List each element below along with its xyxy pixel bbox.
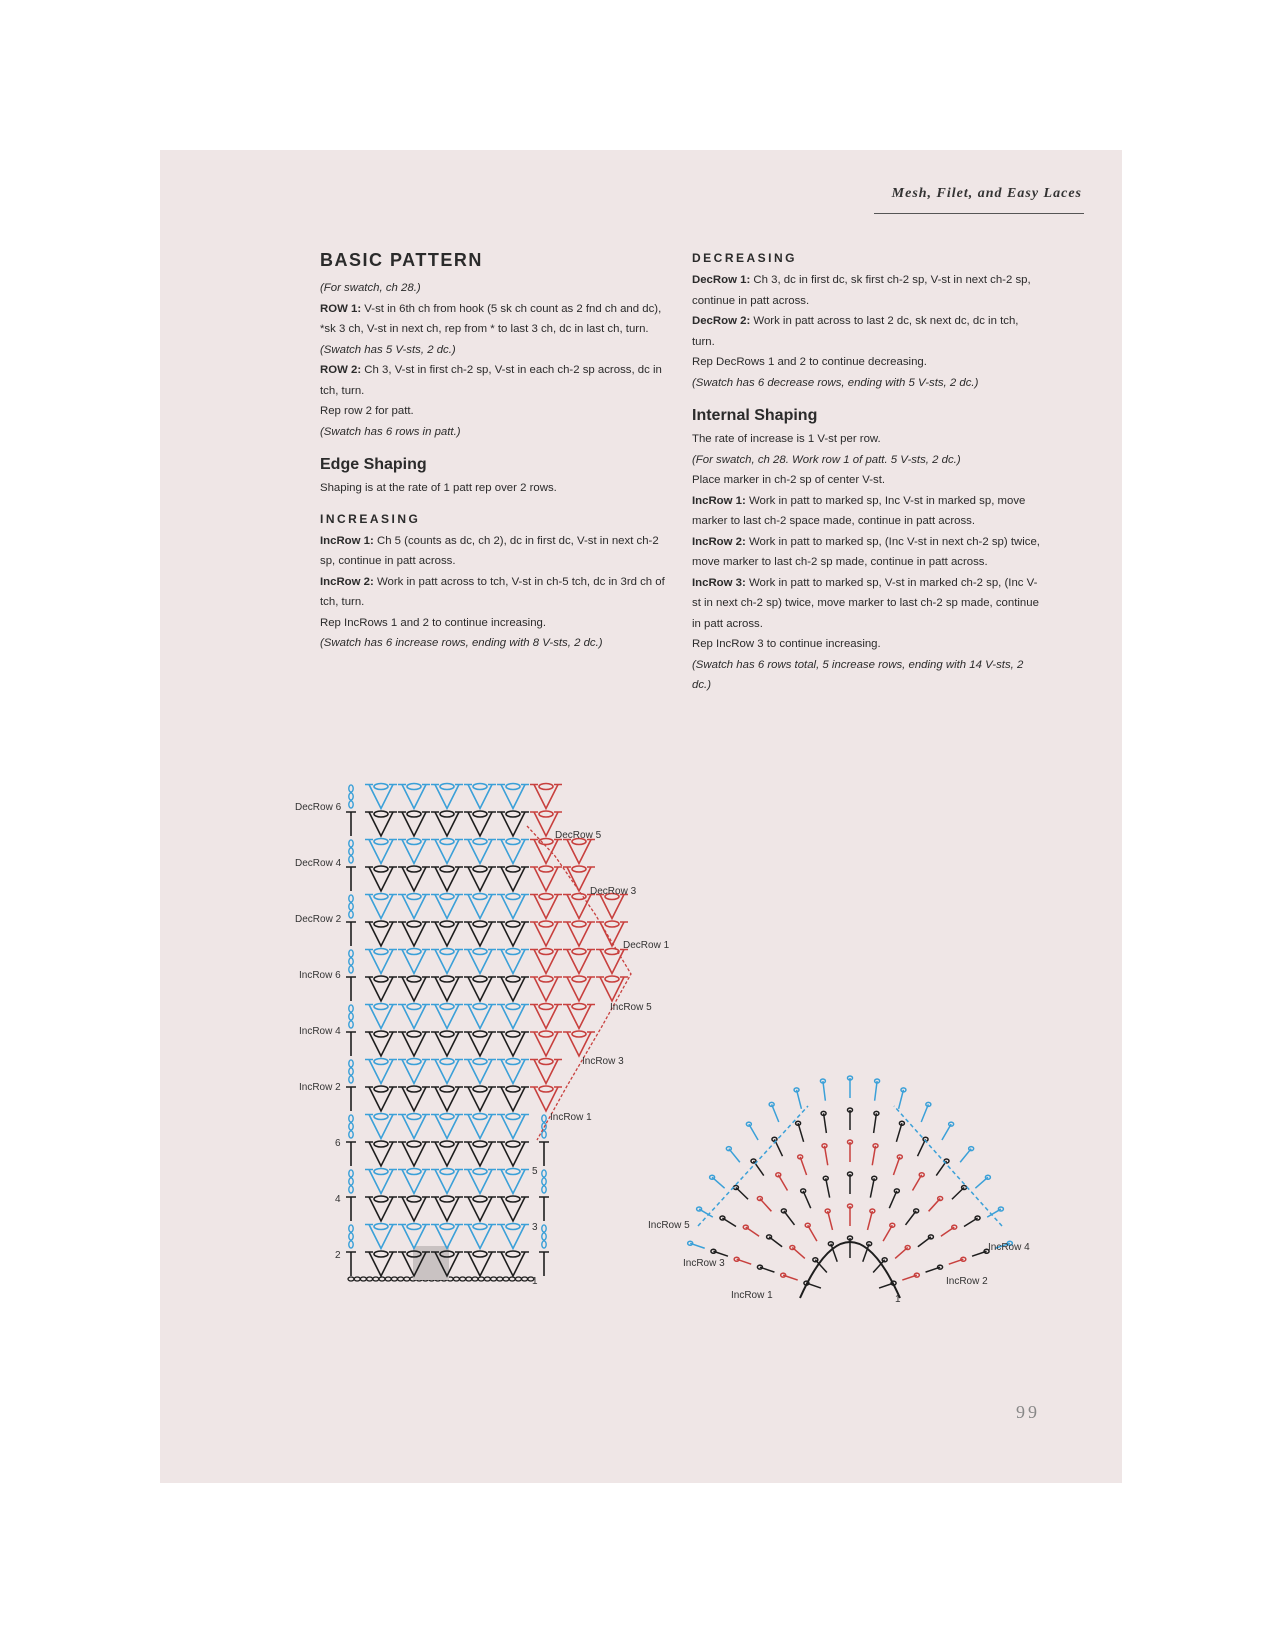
v-stitch	[365, 1031, 397, 1056]
v-stitch	[431, 1141, 463, 1166]
v-stitch	[365, 866, 397, 891]
edge-inc2	[320, 572, 665, 613]
shaping-v-stitch	[563, 976, 595, 1001]
v-stitch	[497, 1031, 529, 1056]
header-rule	[874, 213, 1084, 214]
turning-chain	[349, 1225, 353, 1248]
internal-label-incrow3: IncRow 3	[683, 1258, 725, 1269]
basic-row2-text: Ch 3, V-st in first ch-2 sp, V-st in each ch-2 sp across, dc in tch, turn.	[320, 364, 662, 397]
v-stitch	[464, 1114, 496, 1139]
v-stitch	[497, 949, 529, 974]
shaping-v-stitch	[530, 1031, 562, 1056]
turning-dc	[346, 1252, 356, 1276]
basic-row1-note: (Swatch has 5 V-sts, 2 dc.)	[320, 343, 456, 356]
v-stitch	[365, 811, 397, 836]
v-stitch	[464, 1251, 496, 1276]
edge-inc-note: (Swatch has 6 increase rows, ending with 8 V-sts, 2 dc.)	[320, 637, 603, 649]
internal-rep: Rep IncRow 3 to continue increasing.	[692, 638, 881, 650]
v-stitch	[365, 1141, 397, 1166]
turning-chain	[349, 950, 353, 973]
basic-swatch: (For swatch, ch 28.)	[320, 282, 421, 294]
v-stitch	[464, 894, 496, 919]
edge-label-row1: 1	[532, 1276, 538, 1287]
right-column	[692, 248, 1042, 696]
shaping-v-stitch	[530, 866, 562, 891]
internal-inc2-text: Work in patt to marked sp, (Inc V-st in next ch-2 sp) twice, move marker to last ch-2 sp made, continue in patt across.	[692, 535, 1040, 568]
internal-inc3-text: Work in patt to marked sp, V-st in marked ch-2 sp, (Inc V-st in next ch-2 sp) twice, move marker to last ch-2 sp made, continue in patt across.	[692, 576, 1039, 630]
left-column	[320, 248, 665, 654]
basic-pattern-title: BASIC PATTERN	[320, 250, 483, 270]
v-stitch	[398, 1196, 430, 1221]
v-stitch	[365, 1059, 397, 1084]
internal-chart-stitches	[688, 1076, 1013, 1298]
v-stitch	[431, 811, 463, 836]
basic-row1-text: V-st in 6th ch from hook (5 sk ch count as 2 fnd ch and dc), *sk 3 ch, V-st in next ch, rep from * to last 3 ch, dc in last ch, turn.	[320, 302, 662, 335]
v-stitch	[398, 839, 430, 864]
edge-shaping-title: Edge Shaping	[320, 456, 427, 473]
internal-inc3-label: IncRow 3:	[692, 576, 746, 589]
edge-label-decrow4: DecRow 4	[295, 858, 342, 869]
v-stitch	[497, 921, 529, 946]
edge-intro: Shaping is at the rate of 1 patt rep over 2 rows.	[320, 482, 557, 494]
edge-label-decrow5-text: DecRow 5	[555, 830, 602, 841]
edge-label-row3: 3	[532, 1222, 538, 1233]
internal-swatch: (For swatch, ch 28. Work row 1 of patt. 5 V-sts, 2 dc.)	[692, 453, 961, 466]
wedge-row-1	[804, 1236, 896, 1288]
v-stitch	[398, 1141, 430, 1166]
edge-label-incrow3: IncRow 3	[582, 1056, 624, 1067]
v-stitch	[497, 1141, 529, 1166]
v-stitch	[464, 866, 496, 891]
edge-label-decrow6: DecRow 6	[295, 802, 342, 813]
shaping-v-stitch	[563, 1004, 595, 1029]
v-stitch	[464, 784, 496, 809]
v-stitch	[365, 1196, 397, 1221]
v-stitch	[365, 1114, 397, 1139]
v-stitch	[497, 1004, 529, 1029]
edge-dc	[539, 1252, 549, 1276]
edge-label-decrow3: DecRow 3	[590, 886, 637, 897]
v-stitch	[497, 1169, 529, 1194]
v-stitch	[464, 1224, 496, 1249]
internal-note: (Swatch has 6 rows total, 5 increase rows, ending with 14 V-sts, 2 dc.)	[692, 658, 1024, 691]
basic-rep: Rep row 2 for patt.	[320, 405, 414, 417]
v-stitch	[431, 1031, 463, 1056]
edge-label-decrow2: DecRow 2	[295, 914, 342, 925]
v-stitch	[365, 976, 397, 1001]
shaping-v-stitch	[530, 1059, 562, 1084]
v-stitch	[398, 894, 430, 919]
edge-inc1-label: IncRow 1:	[320, 534, 374, 547]
shaping-v-stitch	[563, 921, 595, 946]
v-stitch	[497, 811, 529, 836]
v-stitch	[431, 1114, 463, 1139]
v-stitch	[431, 921, 463, 946]
internal-inc1	[692, 491, 1042, 532]
increasing-title: INCREASING	[320, 511, 421, 526]
edge-shaping-chart	[295, 796, 695, 1286]
v-stitch	[365, 784, 397, 809]
edge-dec-note: (Swatch has 6 decrease rows, ending with 5 V-sts, 2 dc.)	[692, 376, 979, 389]
internal-marker: Place marker in ch-2 sp of center V-st.	[692, 474, 886, 486]
v-stitch	[398, 866, 430, 891]
v-stitch	[398, 1114, 430, 1139]
v-stitch	[398, 1086, 430, 1111]
v-stitch	[398, 976, 430, 1001]
shaping-v-stitch	[530, 921, 562, 946]
internal-label-incrow1: IncRow 1	[731, 1290, 773, 1301]
v-stitch	[497, 784, 529, 809]
v-stitch	[464, 921, 496, 946]
page-number: 99	[1016, 1402, 1040, 1422]
internal-label-incrow2: IncRow 2	[946, 1276, 988, 1287]
internal-intro: The rate of increase is 1 V-st per row.	[692, 433, 881, 445]
basic-rep-note: (Swatch has 6 rows in patt.)	[320, 425, 461, 438]
v-stitch	[365, 894, 397, 919]
edge-label-incrow4: IncRow 4	[299, 1026, 341, 1037]
v-stitch	[497, 866, 529, 891]
v-stitch	[464, 1031, 496, 1056]
v-stitch	[365, 949, 397, 974]
decreasing-title: DECREASING	[692, 251, 798, 265]
turning-chain	[349, 1005, 353, 1028]
internal-inc2-label: IncRow 2:	[692, 535, 746, 548]
v-stitch	[431, 949, 463, 974]
v-stitch	[398, 1004, 430, 1029]
turning-dc	[346, 1142, 356, 1166]
edge-label-row6: 6	[335, 1138, 341, 1149]
v-stitch	[497, 1251, 529, 1276]
edge-label-incrow1: IncRow 1	[550, 1112, 592, 1123]
v-stitch	[398, 1031, 430, 1056]
basic-row2-label: ROW 2:	[320, 364, 362, 376]
shaping-v-stitch	[530, 949, 562, 974]
v-stitch	[497, 1086, 529, 1111]
shaping-v-stitch	[530, 976, 562, 1001]
edge-dec1-label: DecRow 1:	[692, 274, 751, 286]
v-stitch	[431, 1059, 463, 1084]
v-stitch	[365, 1086, 397, 1111]
edge-dc	[539, 1197, 549, 1221]
internal-inc1-text: Work in patt to marked sp, Inc V-st in marked sp, move marker to last ch-2 space made, continue in patt across.	[692, 494, 1026, 527]
turning-chain	[349, 1170, 353, 1193]
v-stitch	[365, 1224, 397, 1249]
v-stitch	[398, 1224, 430, 1249]
v-stitch	[464, 1059, 496, 1084]
internal-label-incrow4: IncRow 4	[988, 1242, 1030, 1253]
edge-dec2-label: DecRow 2:	[692, 315, 751, 327]
book-page	[160, 150, 1122, 1483]
turning-chain	[349, 895, 353, 918]
edge-chain	[542, 1170, 546, 1193]
v-stitch	[497, 976, 529, 1001]
edge-label-incrow6: IncRow 6	[299, 970, 341, 981]
edge-chart-labels-left	[295, 802, 342, 1261]
v-stitch	[497, 894, 529, 919]
v-stitch	[497, 1059, 529, 1084]
v-stitch	[431, 784, 463, 809]
v-stitch	[431, 1224, 463, 1249]
v-stitch	[464, 1141, 496, 1166]
edge-label-incrow5: IncRow 5	[610, 1002, 652, 1013]
edge-dc	[539, 1142, 549, 1166]
v-stitch	[398, 949, 430, 974]
turning-dc	[346, 922, 356, 946]
edge-dec2-text: Work in patt across to last 2 dc, sk next dc, dc in tch, turn.	[692, 315, 1019, 348]
turning-dc	[346, 1032, 356, 1056]
edge-inc2-label: IncRow 2:	[320, 575, 374, 588]
v-stitch	[464, 1169, 496, 1194]
turning-dc	[346, 1197, 356, 1221]
v-stitch	[431, 866, 463, 891]
v-stitch	[464, 1086, 496, 1111]
edge-inc-rep: Rep IncRows 1 and 2 to continue increasing.	[320, 616, 547, 629]
v-stitch	[431, 1004, 463, 1029]
shaping-v-stitch	[563, 949, 595, 974]
v-stitch	[398, 1059, 430, 1084]
turning-chain	[349, 840, 353, 863]
shaping-v-stitch	[563, 839, 595, 864]
turning-chain	[349, 785, 353, 808]
v-stitch	[431, 1169, 463, 1194]
v-stitch	[497, 1224, 529, 1249]
v-stitch	[464, 839, 496, 864]
shaping-v-stitch	[530, 894, 562, 919]
v-stitch	[497, 1114, 529, 1139]
v-stitch	[497, 839, 529, 864]
v-stitch	[365, 839, 397, 864]
v-stitch	[464, 811, 496, 836]
v-stitch	[365, 1004, 397, 1029]
v-stitch	[464, 1196, 496, 1221]
edge-dec1-text: Ch 3, dc in first dc, sk first ch-2 sp, V-st in next ch-2 sp, continue in patt across.	[692, 274, 1031, 307]
basic-row1-label: ROW 1:	[320, 302, 362, 315]
basic-row2	[320, 360, 665, 401]
edge-label-row2: 2	[335, 1250, 341, 1261]
edge-dec-rep: Rep DecRows 1 and 2 to continue decreasing.	[692, 356, 927, 368]
turning-dc	[346, 1087, 356, 1111]
edge-dec2	[692, 311, 1042, 352]
v-stitch	[365, 921, 397, 946]
turning-chain	[349, 1060, 353, 1083]
edge-label-row5: 5	[532, 1166, 538, 1177]
v-stitch	[464, 1004, 496, 1029]
internal-shaping-chart	[648, 1026, 1048, 1306]
edge-chain	[542, 1225, 546, 1248]
edge-inc1	[320, 531, 665, 572]
internal-shaping-title: Internal Shaping	[692, 407, 818, 424]
shaping-v-stitch	[530, 1004, 562, 1029]
turning-dc	[346, 867, 356, 891]
internal-inc3	[692, 573, 1042, 635]
v-stitch	[398, 811, 430, 836]
shaping-v-stitch	[530, 784, 562, 809]
v-stitch	[464, 976, 496, 1001]
shaping-v-stitch	[530, 1086, 562, 1111]
v-stitch	[431, 839, 463, 864]
v-stitch	[398, 784, 430, 809]
v-stitch	[398, 1169, 430, 1194]
v-stitch	[431, 894, 463, 919]
basic-row1	[320, 299, 665, 340]
v-stitch	[398, 921, 430, 946]
v-stitch	[431, 1086, 463, 1111]
internal-label-incrow5: IncRow 5	[648, 1220, 690, 1231]
v-stitch	[497, 1196, 529, 1221]
running-head: Mesh, Filet, and Easy Laces	[891, 186, 1082, 201]
v-stitch	[464, 949, 496, 974]
edge-chart-stitches	[346, 784, 631, 1282]
shaping-v-stitch	[596, 894, 628, 919]
edge-label-row4: 4	[335, 1194, 341, 1205]
edge-dec1	[692, 270, 1042, 311]
turning-dc	[346, 812, 356, 836]
v-stitch	[365, 1169, 397, 1194]
internal-label-row1: 1	[895, 1294, 901, 1305]
edge-inc1-text: Ch 5 (counts as dc, ch 2), dc in first dc, V-st in next ch-2 sp, continue in patt across.	[320, 534, 659, 567]
turning-chain	[349, 1115, 353, 1138]
shaping-edge-outline	[527, 826, 631, 1140]
edge-label-incrow2: IncRow 2	[299, 1082, 341, 1093]
edge-label-decrow1: DecRow 1	[623, 940, 670, 951]
internal-inc1-label: IncRow 1:	[692, 494, 746, 507]
turning-dc	[346, 977, 356, 1001]
internal-inc2	[692, 532, 1042, 573]
v-stitch	[431, 976, 463, 1001]
v-stitch	[431, 1196, 463, 1221]
shaping-v-stitch	[563, 1031, 595, 1056]
v-stitch	[365, 1251, 397, 1276]
edge-inc2-text: Work in patt across to tch, V-st in ch-5 tch, dc in 3rd ch of tch, turn.	[320, 575, 665, 608]
